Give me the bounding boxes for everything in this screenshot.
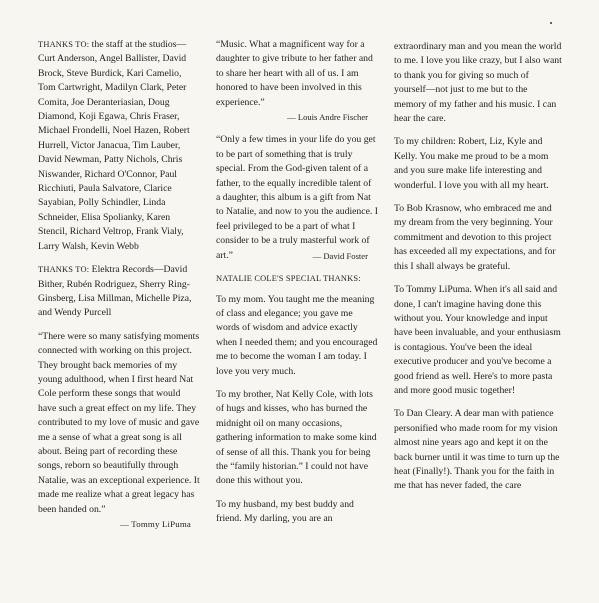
- special-thanks-heading: NATALIE COLE'S SPECIAL THANKS:: [216, 273, 361, 283]
- column-middle: [216, 38, 378, 536]
- thanks-label: THANKS TO:: [38, 265, 90, 275]
- elektra-thanks: [38, 263, 201, 321]
- fischer-quote: [216, 38, 378, 124]
- thanks-brother: To my brother, Nat Kelly Cole, with lots of hugs and kisses, who has burned the midnight oil on many occasions, gathering information to make some kind of sense of all this. Thank you for being the “family historian.” I could not have done this without you.: [216, 388, 377, 487]
- lipuma-quote-text: “There were so many satisfying moments connected with working on this project. They brought back memories of my young adulthood, when I first heard Nat Cole perform these songs that would have such a great effect on my life. They contributed to my love of music and gave me a sense of what a great song is all about. Being part of recording these songs, reborn so beautifully through Natalie, was an exceptional experience. It made me realize what a great legacy has been handed on.”: [38, 330, 200, 515]
- thanks-dan-cleary: To Dan Cleary. A dear man with patience personified who made room for my vision almost nine years ago and kept it on the back burner until it was time to turn up the heat (Finally!). Thank you for the faith in me that has never faded, the care: [394, 408, 560, 492]
- thanks-mom: To my mom. You taught me the meaning of class and elegance; you gave me words of wisdom and advice exactly when I needed them; and you encouraged me to become the woman I am today. I love you very much.: [216, 293, 378, 377]
- column-left: [38, 38, 201, 540]
- thanks-children: To my children: Robert, Liz, Kyle and Kelly. You make me proud to be a mom and you sure make life interesting and wonderful. I love you with all my heart.: [394, 136, 549, 191]
- lipuma-quote: [38, 330, 201, 532]
- fischer-quote-text: “Music. What a magnificent way for a daughter to give tribute to her father and to share her heart with all of us. I am honored to have been involved in this experience.”: [216, 39, 373, 108]
- thanks-husband-continued: extraordinary man and you mean the world to me. I love you like crazy, but I also want to thank you for giving so much of yourself—not just to me but to the memory of my father and his music. I can hear the care.: [394, 41, 562, 125]
- foster-attribution: — David Foster: [312, 251, 368, 262]
- column-right: [394, 40, 562, 503]
- fischer-attribution: — Louis Andre Fischer: [287, 112, 368, 123]
- foster-quote: [216, 133, 378, 263]
- foster-quote-text: “Only a few times in your life do you get to be part of something that is truly special. From the God-given talent of a father, to the equally incredible talent of a daughter, this album is a gift from Nat to Natalie, and now to you the audience. I feel privileged to be a part of what I consider to be a truly masterful work of art.”: [216, 134, 378, 261]
- lipuma-attribution: — Tommy LiPuma: [120, 519, 191, 529]
- thanks-bob-krasnow: To Bob Krasnow, who embraced me and my dream from the very beginning. Your commitment and devotion to this project has exceeded all my expectations, and for this I shall always be grateful.: [394, 203, 556, 272]
- print-mark: [550, 22, 552, 24]
- thanks-tommy-lipuma: To Tommy LiPuma. When it's all said and done, I can't imagine having done this without you. Your knowledge and input have been invaluable, and your enthusiasm is contagious. You've been the ideal executive producer and you've become a good friend as well. Here's to more pasta and more good music together!: [394, 284, 561, 396]
- studio-staff-thanks: [38, 38, 201, 254]
- thanks-husband: To my husband, my best buddy and friend. My darling, you are an: [216, 498, 354, 525]
- studio-staff-names: the staff at the studios—Curt Anderson, Angel Ballister, David Brock, Steve Burdick, Kari Camelio, Tom Cartwright, Madilyn Clark, Peter Comita, Joe Deranteriasian, Doug Diamond, Koji Egawa, Chris Fraser, Michael Frondelli, Noel Hazen, Robert Hurrell, Victor Janacua, Tim Lauber, David Newman, Patty Nichols, Chris Niswander, Richard O'Connor, Paul Ricchiuti, Paula Salvatore, Clarice Sayabian, Polly Schindler, Linda Schneider, Elisa Spolianky, Karen Stencil, Richard Veltrop, Frank Vialy, Larry Walsh, Kevin Webb: [38, 39, 190, 252]
- elektra-names: Elektra Records—David Bither, Rubén Rodriguez, Sherry Ring-Ginsberg, Lisa Millman, Michelle Piza, and Wendy Purcell: [38, 264, 192, 319]
- thanks-label: THANKS TO:: [38, 40, 90, 49]
